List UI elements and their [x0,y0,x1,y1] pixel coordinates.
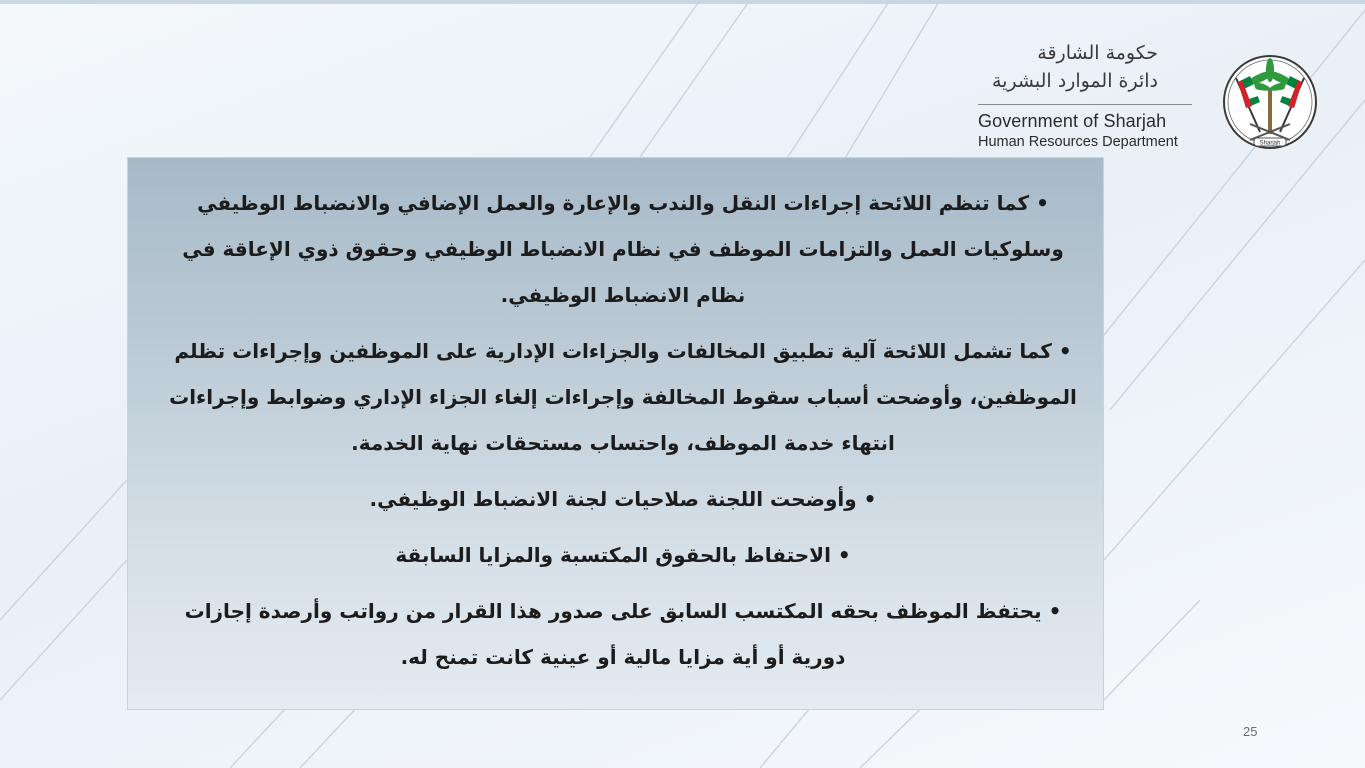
header-divider [978,104,1192,105]
top-strip [0,0,1365,4]
emblem-label: Sharjah [1259,140,1281,147]
content-panel [127,157,1104,710]
header [970,36,1330,156]
bullet-violations-penalties: • كما تشمل اللائحة آلية تطبيق المخالفات والجزاءات الإدارية على الموظفين وإجراءات تظلم الموظفين، وأوضحت أسباب سقوط المخالفة وإجراءات إلغاء الجزاء الإداري وضوابط وإجراءات انتهاء خدمة الموظف، واحتساب مستحقات نهاية الخدمة. [169,339,1077,455]
bullet-list [158,180,1088,690]
arabic-government-title: حكومة الشارقة [1037,42,1158,64]
arabic-department-title: دائرة الموارد البشرية [991,70,1158,92]
bullet-transfer-procedures: • كما تنظم اللائحة إجراءات النقل والندب والإعارة والعمل الإضافي والانضباط الوظيفي وسلوكيات العمل والتزامات الموظف في نظام الانضباط الوظيفي وحقوق ذوي الإعاقة في نظام الانضباط الوظيفي. [182,191,1064,307]
english-government-title: Government of Sharjah [978,111,1167,131]
sharjah-emblem-icon [1220,40,1320,156]
bullet-committee-powers: • وأوضحت اللجنة صلاحيات لجنة الانضباط الوظيفي. [369,487,877,511]
bullet-employee-retains-rights: • يحتفظ الموظف بحقه المكتسب السابق على صدور هذا القرار من رواتب وأرصدة إجازات دورية أو أية مزايا مالية أو عينية كانت تمنح له. [184,599,1062,669]
bullet-acquired-rights: • الاحتفاظ بالحقوق المكتسبة والمزايا السابقة [395,543,851,567]
english-department-title: Human Resources Department [978,134,1178,150]
page-number: 25 [1243,724,1258,739]
